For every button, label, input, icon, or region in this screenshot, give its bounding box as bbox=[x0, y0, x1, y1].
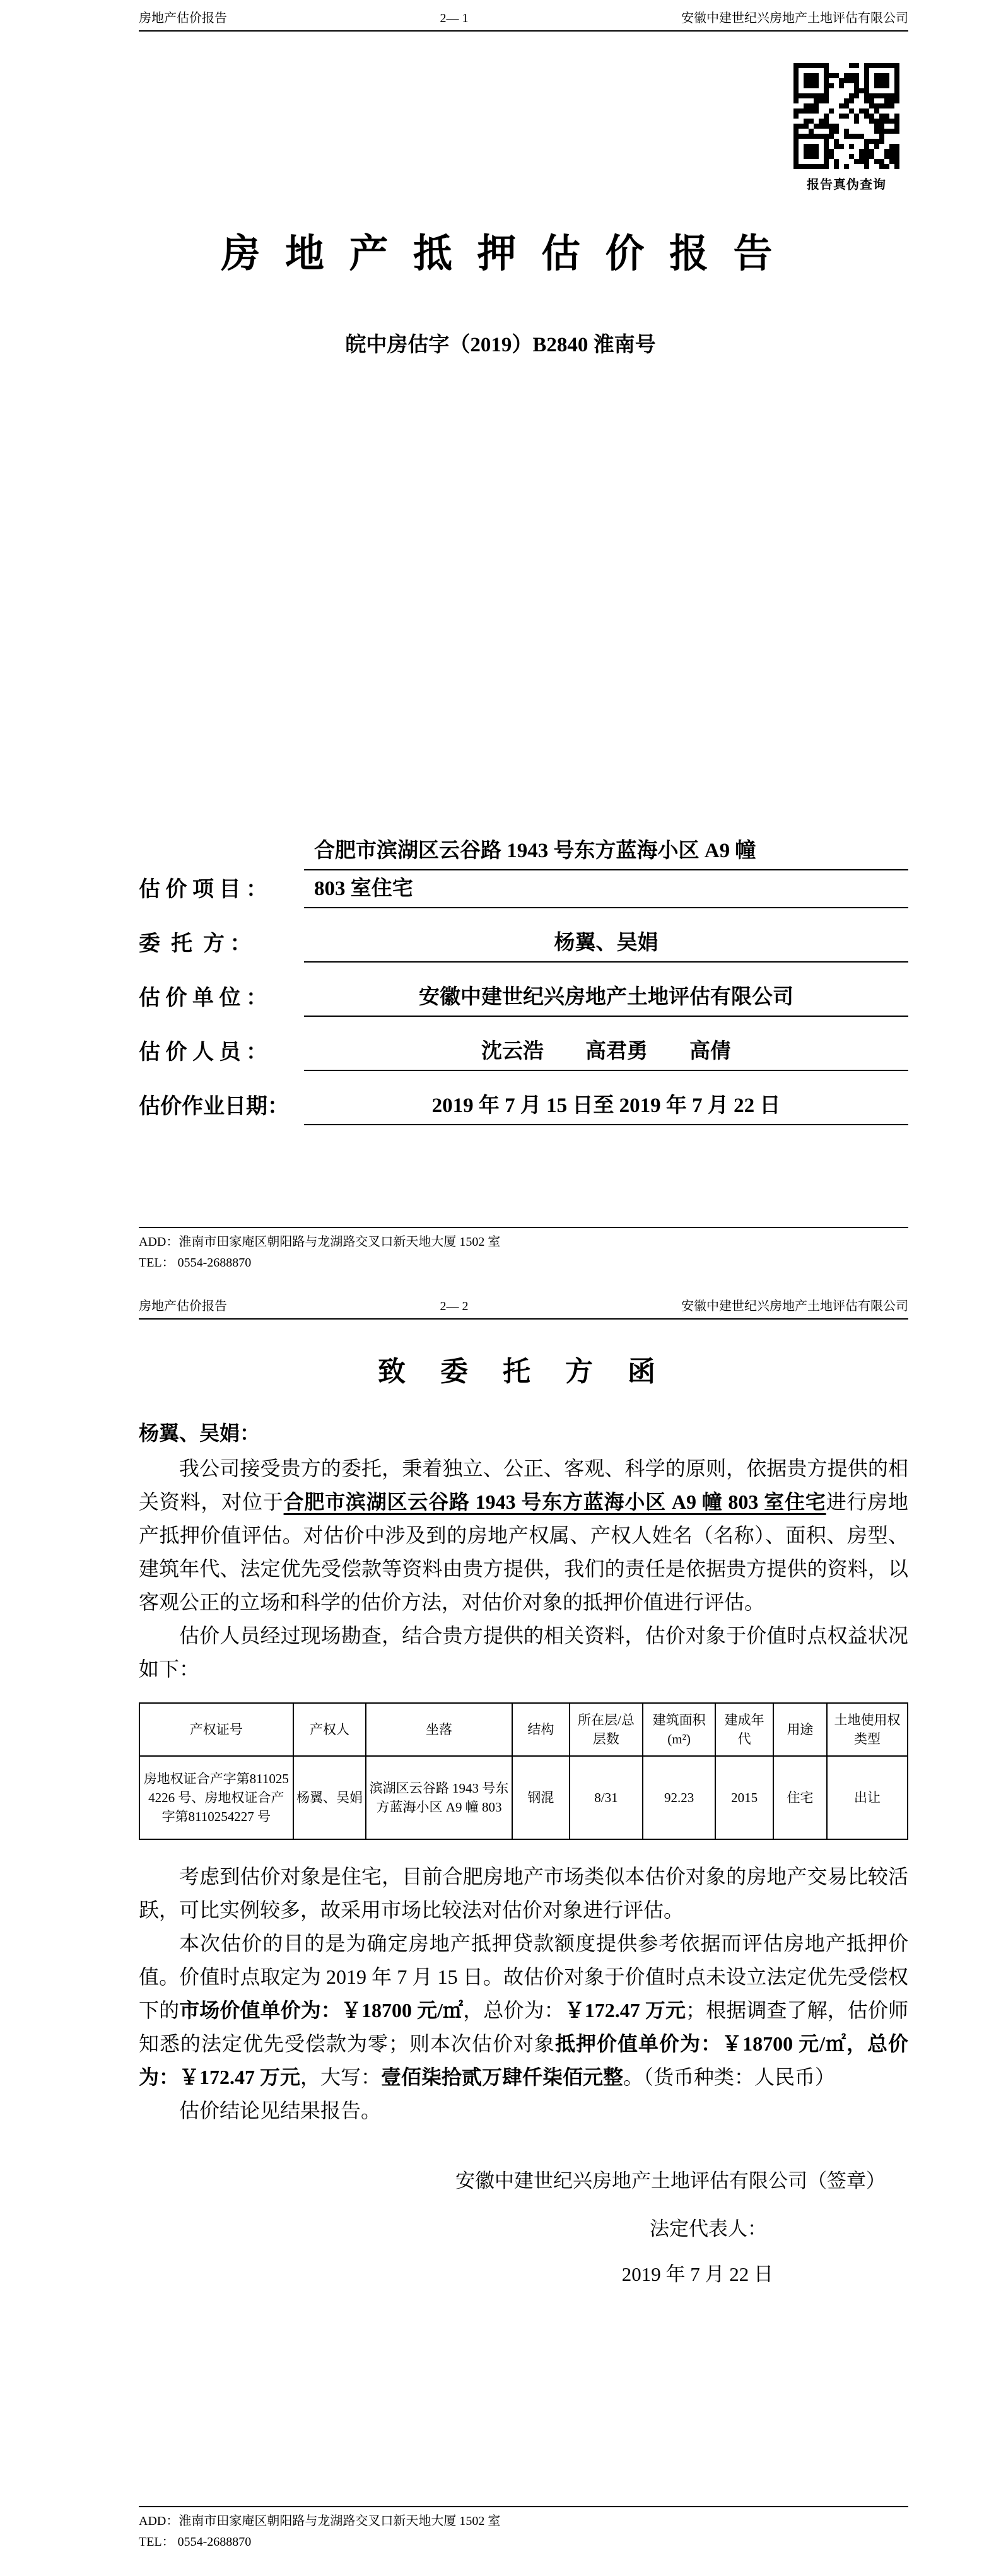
page-footer bbox=[139, 1227, 908, 1273]
form-row-appraisal-agency bbox=[139, 979, 908, 1017]
table-header-cert-no: 产权证号 bbox=[139, 1703, 293, 1756]
signature-date: 2019 年 7 月 22 日 bbox=[621, 2263, 773, 2285]
form-label-appraisers: 估 价 人 员 ： bbox=[139, 1041, 267, 1064]
qr-caption: 报告真伪查询 bbox=[807, 178, 886, 192]
signature-block bbox=[139, 2167, 908, 2289]
header-company-name: 安徽中建世纪兴房地产土地评估有限公司 bbox=[681, 11, 908, 25]
report-title: 房 地 产 抵 押 估 价 报 告 bbox=[221, 233, 780, 276]
salutation: 杨翼、吴娟： bbox=[139, 1422, 260, 1444]
table-cell-floor: 8/31 bbox=[570, 1756, 643, 1839]
form-row-appraisers bbox=[139, 1033, 908, 1071]
page-header bbox=[139, 1298, 908, 1320]
appraisal-form bbox=[139, 833, 908, 1142]
form-value-work-dates: 2019 年 7 月 15 日至 2019 年 7 月 22 日 bbox=[304, 1087, 908, 1125]
letter-paragraph-3: 考虑到估价对象是住宅，目前合肥房地产市场类似本估价对象的房地产交易比较活跃，可比实例较多，故采用市场比较法对估价对象进行评估。 bbox=[139, 1865, 908, 1921]
table-cell-land-right-type: 出让 bbox=[827, 1756, 908, 1839]
form-label-appraisal-agency: 估 价 单 位 ： bbox=[139, 986, 267, 1010]
header-doc-title: 房地产估价报告 bbox=[139, 1299, 227, 1313]
letter-paragraph-5: 估价结论见结果报告。 bbox=[179, 2099, 382, 2122]
page-footer bbox=[139, 2506, 908, 2553]
form-row-project bbox=[139, 833, 908, 908]
footer-address: ADD：淮南市田家庵区朝阳路与龙湖路交叉口新天地大厦 1502 室 bbox=[139, 1235, 501, 1249]
form-row-work-dates bbox=[139, 1087, 908, 1125]
footer-address: ADD：淮南市田家庵区朝阳路与龙湖路交叉口新天地大厦 1502 室 bbox=[139, 2514, 501, 2528]
table-row bbox=[139, 1756, 908, 1839]
letter-title: 致 委 托 方 函 bbox=[378, 1356, 669, 1387]
form-value-project-line1: 合肥市滨湖区云谷路 1943 号东方蓝海小区 A9 幢 bbox=[304, 833, 908, 870]
form-value-appraisers: 沈云浩 高君勇 高倩 bbox=[304, 1033, 908, 1071]
table-cell-area: 92.23 bbox=[643, 1756, 716, 1839]
table-cell-cert-no: 房地权证合产字第8110254226 号、房地权证合产字第8110254227 号 bbox=[139, 1756, 293, 1839]
table-cell-year-built: 2015 bbox=[715, 1756, 773, 1839]
letter-paragraph-2: 估价人员经过现场勘查，结合贵方提供的相关资料，估价对象于价值时点权益状况如下： bbox=[139, 1624, 908, 1680]
header-company-name: 安徽中建世纪兴房地产土地评估有限公司 bbox=[681, 1299, 908, 1313]
report-number: 皖中房估字（2019）B2840 淮南号 bbox=[345, 334, 656, 356]
letter-paragraph-4: 本次估价的目的是为确定房地产抵押贷款额度提供参考依据而评估房地产抵押价值。价值时点取定为 2019 年 7 月 15 日。故估价对象于价值时点未设立法定优先受偿权下的市场价值单价为：￥18700 元/㎡，总价为：￥172.47 万元；根据调查了解，估价师知悉的法定优先受偿款为零；则本次估价对象抵押价值单价为：￥18700 元/㎡，总价为：￥172.47 万元，大写：壹佰柒拾贰万肆仟柒佰元整。（货币种类：人民币） bbox=[139, 1932, 908, 2088]
form-label-client: 委 托 方 ： bbox=[139, 932, 252, 956]
header-doc-title: 房地产估价报告 bbox=[139, 11, 227, 25]
form-label-work-dates: 估价作业日期： bbox=[139, 1095, 289, 1118]
footer-phone: TEL： 0554-2688870 bbox=[139, 2535, 252, 2549]
qr-verification-block bbox=[792, 63, 901, 192]
table-header-floor: 所在层/总层数 bbox=[570, 1703, 643, 1756]
letter-paragraph-1: 我公司接受贵方的委托，秉着独立、公正、客观、科学的原则，依据贵方提供的相关资料，对位于合肥市滨湖区云谷路 1943 号东方蓝海小区 A9 幢 803 室住宅进行房地产抵押价值评估。对估价中涉及到的房地产权属、产权人姓名（名称）、面积、房型、建筑年代、法定优先受偿款等资料由贵方提供，我们的责任是依据贵方提供的资料，以客观公正的立场和科学的估价方法，对估价对象的抵押价值进行评估。 bbox=[139, 1457, 908, 1613]
header-page-number: 2— 2 bbox=[440, 1299, 469, 1313]
form-value-appraisal-agency: 安徽中建世纪兴房地产土地评估有限公司 bbox=[304, 979, 908, 1017]
footer-phone: TEL： 0554-2688870 bbox=[139, 1256, 252, 1270]
table-header-area: 建筑面积(m²) bbox=[643, 1703, 716, 1756]
table-header-owner: 产权人 bbox=[293, 1703, 366, 1756]
table-cell-structure: 钢混 bbox=[512, 1756, 570, 1839]
signature-company: 安徽中建世纪兴房地产土地评估有限公司（签章） bbox=[455, 2170, 886, 2192]
table-header-land-right-type: 土地使用权类型 bbox=[827, 1703, 908, 1756]
qr-code-icon bbox=[793, 63, 899, 169]
table-header-year-built: 建成年代 bbox=[715, 1703, 773, 1756]
table-header-use: 用途 bbox=[773, 1703, 827, 1756]
form-label-project: 估 价 项 目 ： bbox=[139, 878, 267, 901]
letter-content bbox=[139, 1349, 908, 2289]
table-cell-owner: 杨翼、吴娟 bbox=[293, 1756, 366, 1839]
table-header-structure: 结构 bbox=[512, 1703, 570, 1756]
table-header-row bbox=[139, 1703, 908, 1756]
property-rights-table bbox=[139, 1702, 908, 1840]
header-page-number: 2— 1 bbox=[440, 11, 469, 25]
table-cell-use: 住宅 bbox=[773, 1756, 827, 1839]
table-header-location: 坐落 bbox=[366, 1703, 512, 1756]
form-value-client: 杨翼、吴娟 bbox=[304, 925, 908, 963]
form-row-client bbox=[139, 925, 908, 963]
page-header bbox=[139, 10, 908, 32]
signature-legal-rep: 法定代表人： bbox=[650, 2218, 767, 2240]
table-cell-location: 滨湖区云谷路 1943 号东方蓝海小区 A9 幢 803 bbox=[366, 1756, 512, 1839]
page-2 bbox=[0, 1288, 1001, 2576]
form-value-project-line2: 803 室住宅 bbox=[304, 870, 908, 908]
